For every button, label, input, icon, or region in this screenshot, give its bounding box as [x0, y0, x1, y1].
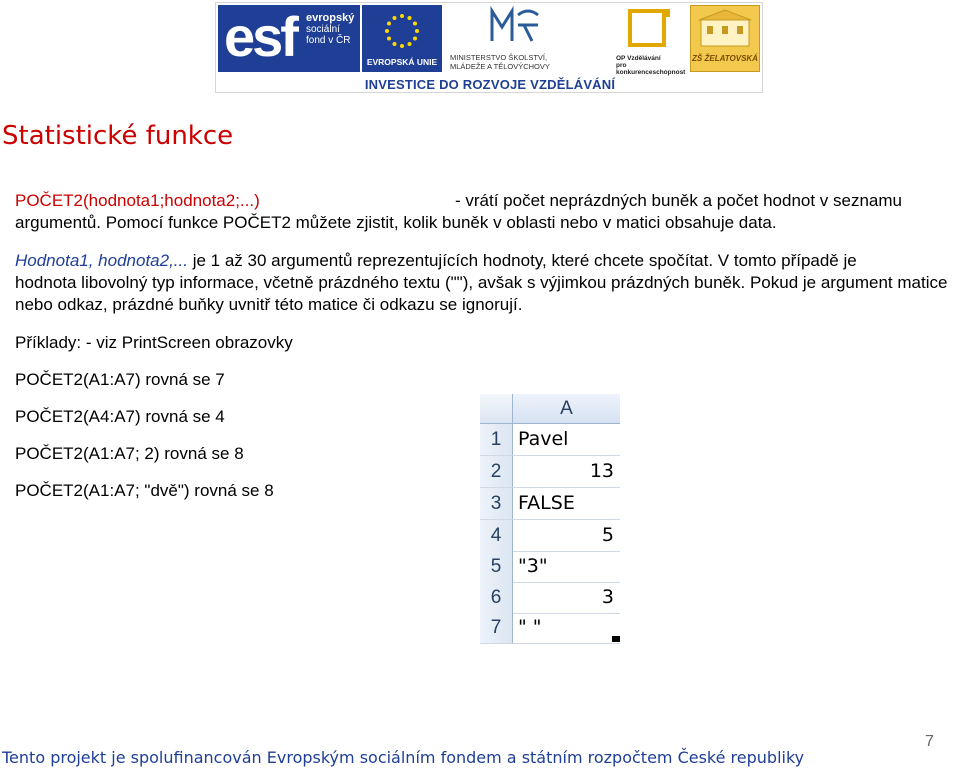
arguments-description	[15, 250, 955, 272]
esf-logo-text	[306, 13, 354, 46]
op-line-1: OP Vzdělávání	[616, 55, 661, 62]
arguments-description-continued: hodnota libovolný typ informace, včetně prázdného textu (""), avšak s výjimkou prázdných buněk. Pokud je argument matice nebo odkaz, prázdné buňky uvnitř této matice či odkazu se ignorují.	[15, 273, 948, 314]
spreadsheet-select-all-corner	[480, 394, 513, 423]
school-logo	[690, 5, 760, 72]
msmt-line-1: MINISTERSTVO ŠKOLSTVÍ,	[450, 53, 548, 62]
esf-line-2: sociální	[306, 24, 340, 35]
spreadsheet-cell: 5	[601, 524, 614, 546]
function-name: POČET2(hodnota1;hodnota2;...)	[15, 191, 260, 210]
example-item: POČET2(A1:A7) rovná se 7	[15, 370, 225, 389]
spreadsheet-row	[480, 488, 620, 520]
spreadsheet-cell: " "	[518, 616, 542, 638]
spreadsheet-row	[480, 456, 620, 488]
spreadsheet-column-header: A	[560, 398, 573, 419]
eu-flag-logo	[362, 5, 442, 72]
spreadsheet-row	[480, 520, 620, 552]
spreadsheet-row-number: 7	[480, 612, 513, 643]
spreadsheet-row-number: 5	[480, 551, 513, 582]
example-item: POČET2(A4:A7) rovná se 4	[15, 407, 225, 426]
spreadsheet-row	[480, 424, 620, 456]
spreadsheet-cell: 13	[589, 460, 614, 482]
msmt-line-2: MLÁDEŽE A TĚLOVÝCHOVY	[450, 62, 550, 71]
spreadsheet-row	[480, 612, 620, 644]
example-item: POČET2(A1:A7; "dvě") rovná se 8	[15, 481, 274, 500]
spreadsheet-cell: 3	[601, 586, 614, 608]
slide-title: Statistické funkce	[2, 121, 234, 151]
spreadsheet-row-number: 4	[480, 520, 513, 551]
investice-banner: INVESTICE DO ROZVOJE VZDĚLÁVÁNÍ	[364, 77, 616, 92]
header-logo-band	[215, 2, 763, 93]
footer-text: Tento projekt je spolufinancován Evropským sociálním fondem a státním rozpočtem České republiky	[2, 748, 805, 767]
esf-line-3: fond v ČR	[306, 35, 351, 46]
spreadsheet-cell: Pavel	[518, 428, 569, 450]
spreadsheet-row-number: 3	[480, 488, 513, 519]
esf-logo	[218, 5, 360, 72]
school-building-icon	[691, 6, 759, 50]
function-description-part-1: - vrátí počet neprázdných buněk a počet hodnot v seznamu	[455, 191, 902, 210]
school-label: ZŠ ŽELATOVSKÁ	[692, 54, 758, 63]
spreadsheet-screenshot	[480, 394, 620, 642]
msmt-mark-icon	[488, 5, 548, 45]
op-line-2: pro konkurenceschopnost	[616, 62, 686, 76]
arguments-text: je 1 až 30 argumentů reprezentujících hodnoty, které chcete spočítat. V tomto případě je	[187, 251, 857, 270]
page-number: 7	[925, 733, 934, 750]
op-mark-icon	[626, 7, 672, 51]
spreadsheet-row-number: 1	[480, 424, 513, 455]
eu-stars-icon	[384, 13, 420, 49]
spreadsheet-row-number: 6	[480, 582, 513, 613]
spreadsheet-column-header-row	[480, 394, 620, 424]
spreadsheet-cell: FALSE	[518, 492, 575, 514]
spreadsheet-row	[480, 582, 620, 614]
arguments-name: Hodnota1, hodnota2,...	[15, 251, 188, 270]
esf-logo-letters: esf	[224, 5, 296, 68]
op-label	[616, 55, 686, 76]
spreadsheet-fill-handle	[612, 636, 620, 642]
esf-line-1: evropský	[306, 12, 355, 24]
eu-label: EVROPSKÁ UNIE	[366, 57, 438, 67]
spreadsheet-cell: "3"	[518, 555, 548, 577]
op-logo	[616, 5, 686, 76]
function-description-part-2: argumentů. Pomocí funkce POČET2 můžete zjistit, kolik buněk v oblasti nebo v matici obsahuje data.	[15, 213, 777, 232]
examples-heading: Příklady: - viz PrintScreen obrazovky	[15, 333, 293, 352]
example-item: POČET2(A1:A7; 2) rovná se 8	[15, 444, 244, 463]
msmt-logo	[448, 5, 613, 72]
msmt-label	[450, 53, 550, 71]
spreadsheet-row-number: 2	[480, 456, 513, 487]
spreadsheet-row	[480, 551, 620, 583]
